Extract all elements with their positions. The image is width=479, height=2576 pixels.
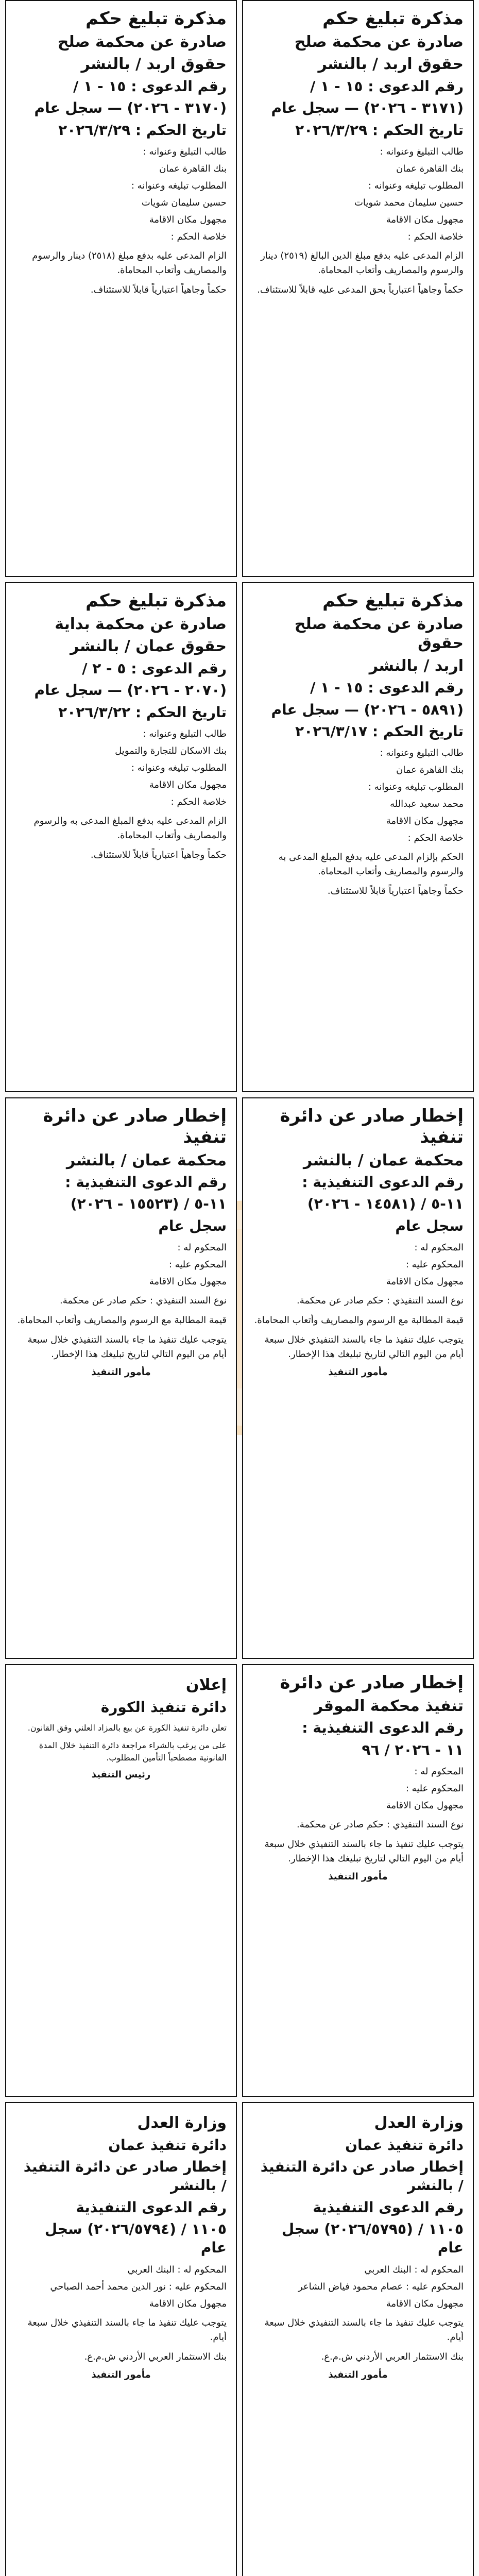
notice-body [15, 1722, 227, 1764]
notice-case-no: رقم الدعوى : ١٥ - ١ / [310, 679, 464, 697]
notice-signature: مأمور التنفيذ [91, 2369, 151, 2380]
meta-line: المحكوم له : [414, 1242, 464, 1253]
notice-title: وزارة العدل [137, 2114, 227, 2132]
notice-right-1 [242, 0, 474, 577]
notice-case-label: رقم الدعوى التنفيذية [313, 2198, 464, 2216]
meta-line: محمد سعيد عبدالله [390, 799, 464, 810]
notice-place: اربد / بالنشر [369, 656, 464, 675]
notice-body [252, 850, 464, 899]
meta-line: المطلوب تبليغه وعنوانه : [131, 180, 227, 191]
meta-line: المطلوب تبليغه وعنوانه : [368, 782, 464, 793]
notice-signature: مأمور التنفيذ [91, 1366, 151, 1378]
body-line: نوع السند التنفيذي : حكم صادر عن محكمة. [297, 1819, 464, 1831]
body-line: نوع السند التنفيذي : حكم صادر عن محكمة. [297, 1295, 464, 1307]
meta-line: المطلوب تبليغه وعنوانه : [368, 180, 464, 191]
notice-date: تاريخ الحكم : ٢٠٢٦/٣/٢٩ [58, 121, 227, 139]
meta-line: المحكوم له : البنك العربي [127, 2264, 227, 2275]
notice-body [252, 1294, 464, 1362]
notice-left-4 [5, 1664, 237, 2097]
meta-line: مجهول مكان الاقامة [149, 1276, 227, 1287]
notice-place: حقوق اربد / بالنشر [81, 55, 227, 74]
meta-line: مجهول مكان الاقامة [149, 214, 227, 225]
body-line: بنك الاستثمار العربي الأردني ش.م.ع. [321, 2351, 464, 2362]
meta-line: خلاصة الحكم : [407, 231, 464, 242]
notice-case-no: ١١ - ٢٠٢٦ / ٩٦ [362, 1741, 464, 1758]
notice-body [252, 249, 464, 297]
notice-court: تنفيذ محكمة الموقر [314, 1697, 464, 1715]
meta-line: حسين سليمان شويات [141, 197, 227, 208]
body-line: حكماً وجاهياً اعتبارياً بحق المدعى عليه قابلاً للاستئناف. [257, 284, 464, 295]
notice-body [15, 814, 227, 862]
notice-case-year: (٢٠٧٠ - ٢٠٢٦) — سجل عام [34, 682, 227, 699]
meta-line: حسين سليمان محمد شويات [354, 197, 464, 208]
meta-line: المحكوم عليه : [168, 1259, 227, 1270]
meta-line: مجهول مكان الاقامة [386, 214, 464, 225]
notice-case-no: ١١-٥ / (١٥٥٢٣ - ٢٠٢٦) [70, 1195, 227, 1213]
notice-title: مذكرة تبليغ حكم [322, 590, 464, 611]
notice-right-2 [242, 582, 474, 1092]
notice-case-no: ١١٠٥ / (٢٠٢٦/٥٧٩٤) سجل عام [44, 2221, 227, 2257]
body-line: الزام المدعى عليه بدفع مبلغ (٢٥١٨) دينار والرسوم والمصاريف وأتعاب المحاماة. [32, 250, 227, 276]
notice-left-2 [5, 582, 237, 1092]
notices-grid [5, 0, 474, 2576]
notice-body [252, 1818, 464, 1866]
notices-row-4 [5, 1664, 474, 2097]
notice-court: صادرة عن محكمة صلح [57, 32, 227, 51]
notice-meta [15, 145, 227, 244]
notice-signature: مأمور التنفيذ [328, 1366, 388, 1378]
notice-date: تاريخ الحكم : ٢٠٢٦/٣/٢٩ [295, 121, 464, 139]
notice-case-year: سجل عام [158, 1217, 227, 1234]
notice-title: وزارة العدل [374, 2114, 464, 2132]
notice-case-no: ١١٠٥ / (٢٠٢٦/٥٧٩٥) سجل عام [281, 2221, 464, 2257]
body-line: يتوجب عليك تنفيذ ما جاء بالسند التنفيذي خلال سبعة أيام من اليوم التالي لتاريخ تبليغك هذا الإخطار. [264, 1838, 464, 1864]
body-line: يتوجب عليك تنفيذ ما جاء بالسند التنفيذي خلال سبعة أيام. [264, 2317, 464, 2343]
meta-line: بنك القاهرة عمان [396, 765, 464, 776]
notice-court: محكمة عمان / بالنشر [303, 1151, 464, 1170]
meta-line: المحكوم عليه : [405, 1783, 464, 1794]
notice-title: إخطار صادر عن دائرة تنفيذ [280, 1106, 464, 1147]
notice-court: صادرة عن محكمة صلح حقوق [294, 615, 464, 653]
meta-line: مجهول مكان الاقامة [386, 1276, 464, 1287]
notice-case-no: رقم الدعوى : ١٥ - ١ / [310, 77, 464, 95]
body-line: يتوجب عليك تنفيذ ما جاء بالسند التنفيذي خلال سبعة أيام من اليوم التالي لتاريخ تبليغك هذا الإخطار. [264, 1334, 464, 1360]
body-line: على من يرغب بالشراء مراجعة دائرة التنفيذ خلال المدة القانونية مصطحباً التأمين المطلوب. [39, 1740, 227, 1762]
notice-left-1 [5, 0, 237, 577]
notice-title: مذكرة تبليغ حكم [322, 8, 464, 29]
body-line: حكماً وجاهياً اعتبارياً قابلاً للاستئناف. [90, 284, 227, 295]
notice-body [15, 1294, 227, 1362]
notice-signature: مأمور التنفيذ [328, 1871, 388, 1882]
notices-row-2 [5, 582, 474, 1092]
meta-line: المحكوم له : [177, 1242, 227, 1253]
notice-notice: إخطار صادر عن دائرة التنفيذ / بالنشر [260, 2158, 464, 2194]
notice-case-label: رقم الدعوى التنفيذية : [302, 1719, 464, 1737]
notice-left-3 [5, 1097, 237, 1659]
meta-line: بنك القاهرة عمان [159, 163, 227, 174]
notice-title: إخطار صادر عن دائرة [280, 1672, 464, 1693]
meta-line: طالب التبليغ وعنوانه : [143, 146, 227, 157]
notice-case-label: رقم الدعوى التنفيذية : [302, 1174, 464, 1191]
notice-date: تاريخ الحكم : ٢٠٢٦/٣/٢٢ [58, 703, 227, 721]
notice-right-4 [242, 1664, 474, 2097]
meta-line: خلاصة الحكم : [170, 796, 227, 807]
notice-right-3 [242, 1097, 474, 1659]
meta-line: طالب التبليغ وعنوانه : [143, 728, 227, 739]
meta-line: المحكوم له : [414, 1766, 464, 1777]
body-line: يتوجب عليك تنفيذ ما جاء بالسند التنفيذي خلال سبعة أيام. [27, 2317, 227, 2343]
notice-meta [252, 1241, 464, 1289]
notice-case-year: (٥٨٩١ - ٢٠٢٦) — سجل عام [271, 701, 464, 718]
meta-line: المحكوم له : البنك العربي [364, 2264, 464, 2275]
meta-line: المحكوم عليه : نور الدين محمد أحمد الصباحي [50, 2281, 227, 2292]
notice-meta [252, 2263, 464, 2311]
notice-case-year: سجل عام [395, 1217, 464, 1234]
meta-line: طالب التبليغ وعنوانه : [380, 146, 464, 157]
notice-meta [252, 746, 464, 845]
notice-case-no: رقم الدعوى : ١٥ - ١ / [73, 77, 227, 95]
notice-signature: رئيس التنفيذ [91, 1769, 151, 1780]
body-line: حكماً وجاهياً اعتبارياً قابلاً للاستئناف. [90, 849, 227, 860]
notice-body [252, 2316, 464, 2364]
meta-line: المطلوب تبليغه وعنوانه : [131, 762, 227, 773]
notice-case-no: رقم الدعوى : ٥ - ٢ / [82, 659, 227, 677]
notice-court: محكمة عمان / بالنشر [66, 1151, 227, 1170]
notice-meta [252, 1765, 464, 1812]
meta-line: بنك القاهرة عمان [396, 163, 464, 174]
notice-place: حقوق عمان / بالنشر [70, 637, 227, 656]
notice-sub: دائرة تنفيذ عمان [345, 2136, 464, 2154]
notice-title: مذكرة تبليغ حكم [85, 8, 227, 29]
body-line: قيمة المطالبة مع الرسوم والمصاريف وأتعاب المحاماة. [254, 1315, 464, 1326]
meta-line: خلاصة الحكم : [170, 231, 227, 242]
meta-line: المحكوم عليه : عصام محمود فياض الشاعر [298, 2281, 464, 2292]
notice-notice: إخطار صادر عن دائرة التنفيذ / بالنشر [23, 2158, 227, 2194]
notice-meta [15, 2263, 227, 2311]
meta-line: مجهول مكان الاقامة [386, 2298, 464, 2309]
notice-body [15, 2316, 227, 2364]
notices-row-1 [5, 0, 474, 577]
notice-sub: دائرة تنفيذ الكورة [100, 1698, 227, 1716]
meta-line: مجهول مكان الاقامة [386, 816, 464, 827]
body-line: الحكم بإلزام المدعى عليه بدفع المبلغ المدعى به والرسوم والمصاريف وأتعاب المحاماة. [278, 852, 464, 877]
body-line: يتوجب عليك تنفيذ ما جاء بالسند التنفيذي خلال سبعة أيام من اليوم التالي لتاريخ تبليغك هذا الإخطار. [27, 1334, 227, 1360]
notice-meta [15, 1241, 227, 1289]
notice-title: إعلان [185, 1676, 227, 1694]
notice-left-5 [5, 2102, 237, 2576]
notice-title: إخطار صادر عن دائرة تنفيذ [43, 1106, 227, 1147]
notice-meta [252, 145, 464, 244]
notice-title: مذكرة تبليغ حكم [85, 590, 227, 611]
notice-place: حقوق اربد / بالنشر [318, 55, 464, 74]
body-line: تعلن دائرة تنفيذ الكورة عن بيع بالمزاد العلني وفق القانون. [27, 1722, 227, 1733]
notice-body [15, 249, 227, 297]
meta-line: مجهول مكان الاقامة [149, 779, 227, 790]
body-line: نوع السند التنفيذي : حكم صادر عن محكمة. [60, 1295, 227, 1307]
notice-case-no: ١١-٥ / (١٤٥٨١ - ٢٠٢٦) [307, 1195, 464, 1213]
meta-line: بنك الاسكان للتجارة والتمويل [115, 745, 227, 756]
meta-line: مجهول مكان الاقامة [386, 1800, 464, 1811]
notice-case-year: (٣١٧١ - ٢٠٢٦) — سجل عام [271, 99, 464, 117]
body-line: قيمة المطالبة مع الرسوم والمصاريف وأتعاب المحاماة. [17, 1315, 227, 1326]
notice-date: تاريخ الحكم : ٢٠٢٦/٣/١٧ [295, 723, 464, 740]
notice-right-5 [242, 2102, 474, 2576]
meta-line: المحكوم عليه : [405, 1259, 464, 1270]
notice-court: صادرة عن محكمة بداية [55, 615, 227, 633]
body-line: حكماً وجاهياً اعتبارياً قابلاً للاستئناف. [327, 886, 464, 897]
body-line: بنك الاستثمار العربي الأردني ش.م.ع. [84, 2351, 227, 2362]
notice-sub: دائرة تنفيذ عمان [108, 2136, 227, 2154]
notices-row-5 [5, 2102, 474, 2576]
notice-signature: مأمور التنفيذ [328, 2369, 388, 2380]
notices-row-3 [5, 1097, 474, 1659]
meta-line: خلاصة الحكم : [407, 833, 464, 844]
notice-case-label: رقم الدعوى التنفيذية : [65, 1174, 227, 1191]
body-line: الزام المدعى عليه بدفع المبلغ المدعى به والرسوم والمصاريف وأتعاب المحاماة. [33, 815, 227, 841]
body-line: الزام المدعى عليه بدفع مبلغ الدين البالغ (٢٥١٩) دينار والرسوم والمصاريف وأتعاب المحاماة. [261, 250, 464, 276]
notice-court: صادرة عن محكمة صلح [294, 32, 464, 51]
meta-line: طالب التبليغ وعنوانه : [380, 748, 464, 759]
notice-meta [15, 727, 227, 809]
notice-case-year: (٣١٧٠ - ٢٠٢٦) — سجل عام [34, 99, 227, 117]
notice-case-label: رقم الدعوى التنفيذية [76, 2198, 227, 2216]
meta-line: مجهول مكان الاقامة [149, 2298, 227, 2309]
